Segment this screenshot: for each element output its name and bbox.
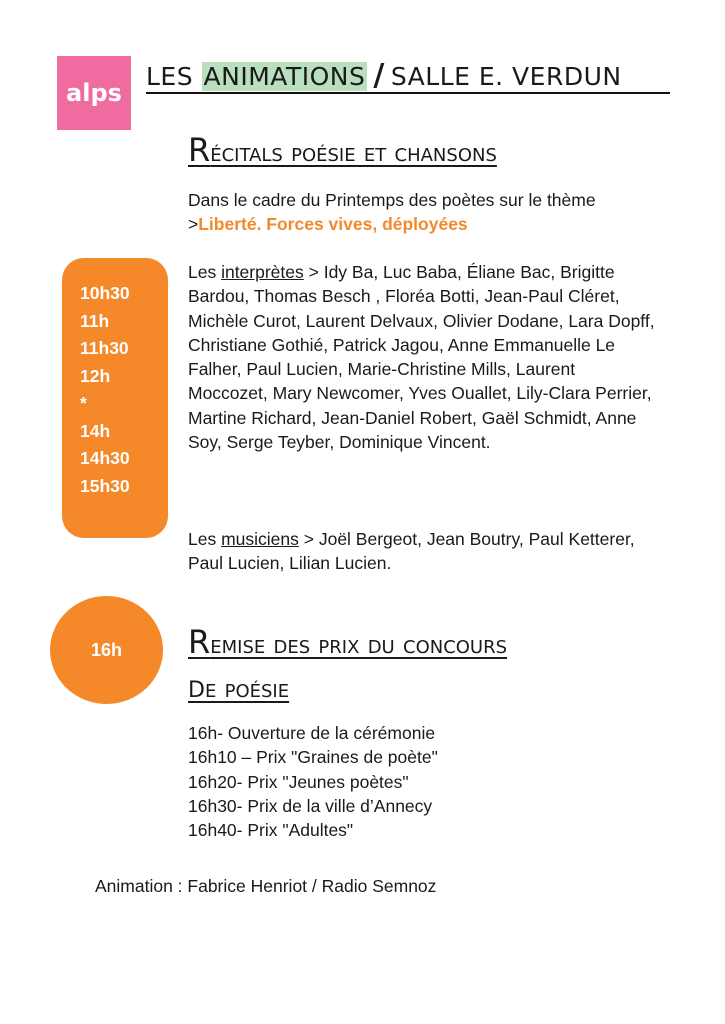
times-badge (62, 258, 168, 538)
page-header (146, 58, 670, 94)
footer-credit: Animation : Fabrice Henriot / Radio Semnoz (95, 876, 437, 896)
time-item: 10h30 (80, 283, 130, 303)
interpretes-label: interprètes (221, 262, 304, 282)
header-highlight: ANIMATIONS (203, 62, 366, 91)
time-item: 14h (80, 420, 111, 441)
alps-logo: alps (57, 56, 131, 130)
interpretes-prefix: Les (188, 262, 222, 282)
interpretes-paragraph (188, 260, 656, 454)
schedule-item: 16h30- Prix de la ville d’Annecy (188, 795, 433, 816)
time-item: 15h30 (80, 475, 130, 496)
theme-text: Liberté. Forces vives, déployées (198, 214, 468, 235)
schedule-item: 16h10 – Prix "Graines de poète" (188, 747, 438, 768)
header-left: LES (146, 62, 202, 91)
musiciens-prefix: Les (188, 529, 222, 549)
section2-title-line2: de poésie (188, 667, 290, 705)
time-item: * (80, 393, 87, 413)
time-circle-16h: 16h (50, 596, 163, 704)
header-slash: / (373, 58, 385, 93)
musiciens-label: musiciens (221, 529, 299, 549)
section1-title: Récitals poésie et chansons (188, 131, 497, 169)
time-item: 12h (80, 365, 111, 386)
section2-title-line1: Remise des prix du concours (188, 623, 508, 661)
musiciens-list: > Joël Bergeot, Jean Boutry, Paul Ketterer, Paul Lucien, Lilian Lucien. (188, 529, 635, 574)
prize-schedule (188, 721, 438, 842)
interpretes-list: > Idy Ba, Luc Baba, Éliane Bac, Brigitte Bardou, Thomas Besch , Floréa Botti, Jean-Paul Cléret, Michèle Curot, Laurent Delvaux, Olivier Dodane, Lara Dopff, Christiane Gothié, Patrick Jagou, Anne Emmanuelle Le Falher, Paul Lucien, Marie-Christine Mills, Laurent Moccozet, Mary Newcomer, Yves Ouallet, Lily-Clara Perrier, Martine Richard, Jean-Daniel Robert, Gaël Schmidt, Anne Soy, Serge Teyber, Dominique Vincent. (188, 262, 655, 453)
schedule-item: 16h20- Prix "Jeunes poètes" (188, 771, 409, 792)
intro-text: Dans le cadre du Printemps des poètes sur le thème > (188, 190, 596, 235)
time-item: 11h (80, 310, 110, 331)
time-item: 14h30 (80, 448, 130, 468)
header-right: SALLE E. VERDUN (390, 62, 622, 91)
schedule-item: 16h- Ouverture de la cérémonie (188, 723, 436, 743)
musiciens-paragraph (188, 527, 656, 576)
section1-intro (188, 188, 618, 237)
schedule-item: 16h40- Prix "Adultes" (188, 820, 354, 841)
time-item: 11h30 (80, 338, 129, 358)
